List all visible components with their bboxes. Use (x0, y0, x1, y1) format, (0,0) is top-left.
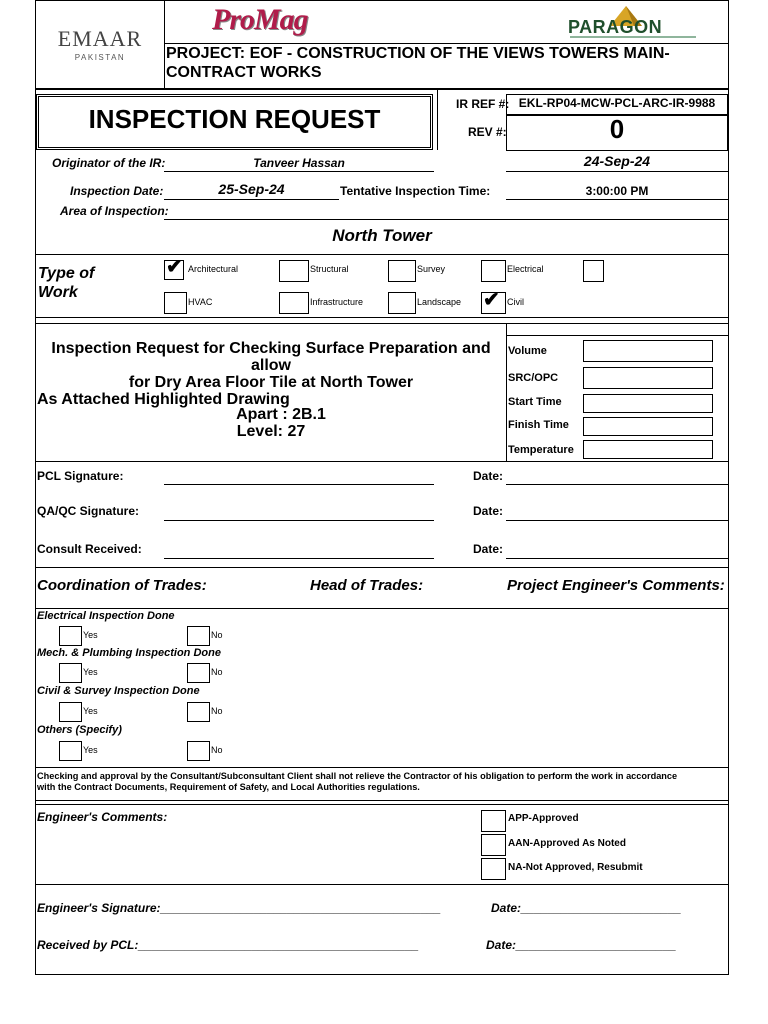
rev-value: 0 (609, 114, 625, 144)
area-value: North Tower (332, 226, 432, 245)
qaqc-date-line[interactable] (506, 520, 728, 521)
civil-survey-inspection-label: Civil & Survey Inspection Done (37, 685, 200, 697)
paragon-logo: PARAGON (566, 4, 700, 40)
hvac-label: HVAC (188, 297, 213, 307)
civil-label: Civil (507, 297, 524, 307)
apartment (37, 406, 525, 440)
mep-no-checkbox[interactable] (187, 663, 210, 683)
pcl-signature-label: PCL Signature: (37, 469, 124, 483)
description-line1: Inspection Request for Checking Surface Preparation and allow (51, 340, 491, 374)
received-by-pcl[interactable]: Received by PCL:__________________________________________ (37, 938, 419, 952)
pcl-signature-line[interactable] (164, 484, 434, 485)
divider (164, 0, 165, 88)
aan-approved-checkbox[interactable] (481, 834, 506, 856)
divider (506, 335, 729, 336)
divider (35, 461, 729, 462)
promag-logo: ProMag (212, 3, 308, 36)
divider (35, 88, 729, 90)
temperature-label: Temperature (508, 444, 574, 456)
electrical-inspection-label: Electrical Inspection Done (37, 610, 175, 622)
app-approved-checkbox[interactable] (481, 810, 506, 832)
qaqc-date-label: Date: (473, 504, 504, 518)
tentative-time-label: Tentative Inspection Time: (340, 184, 491, 198)
inspection-date-value: 25-Sep-24 (218, 181, 285, 197)
emaar-logo: EMAAR (57, 26, 143, 51)
originator-underline (164, 171, 434, 172)
app-approved-label: APP-Approved (508, 813, 579, 824)
emaar-logo-sub: PAKISTAN (74, 53, 126, 62)
tentative-time-value: 3:00:00 PM (585, 184, 649, 198)
divider (35, 804, 729, 805)
hvac-checkbox[interactable] (164, 292, 187, 314)
finish-time-field[interactable] (583, 417, 713, 436)
description-line2: for Dry Area Floor Tile at North Tower (128, 374, 414, 391)
coordination-of-trades: Coordination of Trades: (37, 577, 207, 594)
volume-label: Volume (508, 345, 547, 357)
civil-survey-yes-checkbox[interactable] (59, 702, 82, 722)
type-of-work-label (38, 264, 94, 302)
src-opc-label: SRC/OPC (508, 372, 559, 384)
no-label: No (211, 630, 223, 640)
others-yes-checkbox[interactable] (59, 741, 82, 761)
engineer-comments-label: Engineer's Comments: (37, 810, 168, 824)
project-title-line2: CONTRACT WORKS (166, 64, 322, 81)
inspection-date-label: Inspection Date: (70, 184, 164, 198)
electrical-yes-checkbox[interactable] (59, 626, 82, 646)
divider (437, 90, 438, 150)
temperature-field[interactable] (583, 440, 713, 459)
inspection-date-underline (164, 199, 339, 200)
survey-checkbox[interactable] (388, 260, 416, 282)
originator-date-underline (506, 171, 728, 172)
area-underline (164, 219, 729, 220)
finish-time-label: Finish Time (508, 419, 569, 431)
structural-checkbox[interactable] (279, 260, 309, 282)
divider (35, 323, 729, 324)
landscape-label: Landscape (417, 297, 462, 307)
engineer-signature-date[interactable]: Date:________________________ (491, 901, 682, 915)
received-by-pcl-date[interactable]: Date:________________________ (486, 938, 677, 952)
electrical-checkbox[interactable] (481, 260, 506, 282)
checkmark-icon: ✔ (483, 289, 500, 311)
divider (35, 800, 729, 801)
disclaimer-line1: Checking and approval by the Consultant/Subconsultant Client shall not relieve the Contractor of his obligation to perform the work in accordance (37, 771, 678, 781)
form-title: INSPECTION REQUEST (88, 104, 381, 134)
divider (35, 884, 729, 885)
divider (35, 317, 729, 318)
aan-approved-label: AAN-Approved As Noted (508, 838, 626, 849)
electrical-label: Electrical (507, 264, 544, 274)
qaqc-signature-label: QA/QC Signature: (37, 504, 140, 518)
qaqc-signature-line[interactable] (164, 520, 434, 521)
type-of-work-line1: Type of (38, 265, 95, 282)
divider (35, 608, 729, 609)
electrical-no-checkbox[interactable] (187, 626, 210, 646)
start-time-label: Start Time (508, 396, 562, 408)
no-label: No (211, 667, 223, 677)
engineer-signature[interactable]: Engineer's Signature:__________________________________________ (37, 901, 441, 915)
originator-value: Tanveer Hassan (253, 156, 345, 170)
checkmark-icon: ✔ (166, 256, 183, 278)
disclaimer-line2: with the Contract Documents, Requirement of Safety, and Local Authorities regulations. (37, 782, 420, 792)
consult-received-line[interactable] (164, 558, 434, 559)
yes-label: Yes (83, 630, 98, 640)
civil-survey-no-checkbox[interactable] (187, 702, 210, 722)
originator-date: 24-Sep-24 (583, 153, 651, 169)
na-not-approved-label: NA-Not Approved, Resubmit (508, 862, 643, 873)
divider (506, 323, 507, 461)
mep-yes-checkbox[interactable] (59, 663, 82, 683)
mep-inspection-label: Mech. & Plumbing Inspection Done (37, 647, 221, 659)
others-label: Others (Specify) (37, 724, 122, 736)
start-time-field[interactable] (583, 394, 713, 413)
head-of-trades: Head of Trades: (310, 577, 424, 594)
pcl-date-line[interactable] (506, 484, 728, 485)
disclaimer (37, 771, 727, 793)
divider (35, 254, 729, 255)
src-opc-field[interactable] (583, 367, 713, 389)
structural-label: Structural (310, 264, 349, 274)
volume-field[interactable] (583, 340, 713, 362)
type-of-work-line2: Work (38, 284, 78, 301)
infrastructure-label: Infrastructure (310, 297, 364, 307)
consult-date-label: Date: (473, 542, 504, 556)
extra-checkbox[interactable] (583, 260, 604, 282)
na-not-approved-checkbox[interactable] (481, 858, 506, 880)
yes-label: Yes (83, 706, 98, 716)
divider (35, 567, 729, 568)
consult-date-line[interactable] (506, 558, 728, 559)
others-no-checkbox[interactable] (187, 741, 210, 761)
project-title-line1: PROJECT: EOF - CONSTRUCTION OF THE VIEWS TOWERS MAIN- (166, 45, 670, 62)
originator-label: Originator of the IR: (52, 156, 166, 170)
project-engineer-comments: Project Engineer's Comments: (507, 577, 725, 594)
description-line3: As Attached Highlighted Drawing (37, 391, 290, 408)
divider (35, 767, 729, 768)
consult-received-label: Consult Received: (37, 542, 142, 556)
architectural-label: Architectural (188, 264, 239, 274)
area-label: Area of Inspection: (60, 204, 169, 218)
infrastructure-checkbox[interactable] (279, 292, 309, 314)
apartment-value: Apart : 2B.1 (236, 406, 326, 423)
ir-ref-label: IR REF #: (456, 97, 510, 111)
ir-ref-value: EKL-RP04-MCW-PCL-ARC-IR-9988 (518, 96, 716, 110)
project-title (166, 44, 726, 82)
pcl-date-label: Date: (473, 469, 504, 483)
rev-label: REV #: (468, 125, 507, 139)
landscape-checkbox[interactable] (388, 292, 416, 314)
no-label: No (211, 745, 223, 755)
yes-label: Yes (83, 745, 98, 755)
tentative-time-underline (506, 199, 728, 200)
yes-label: Yes (83, 667, 98, 677)
description (37, 340, 505, 408)
no-label: No (211, 706, 223, 716)
level-value: Level: 27 (236, 423, 306, 440)
survey-label: Survey (417, 264, 446, 274)
